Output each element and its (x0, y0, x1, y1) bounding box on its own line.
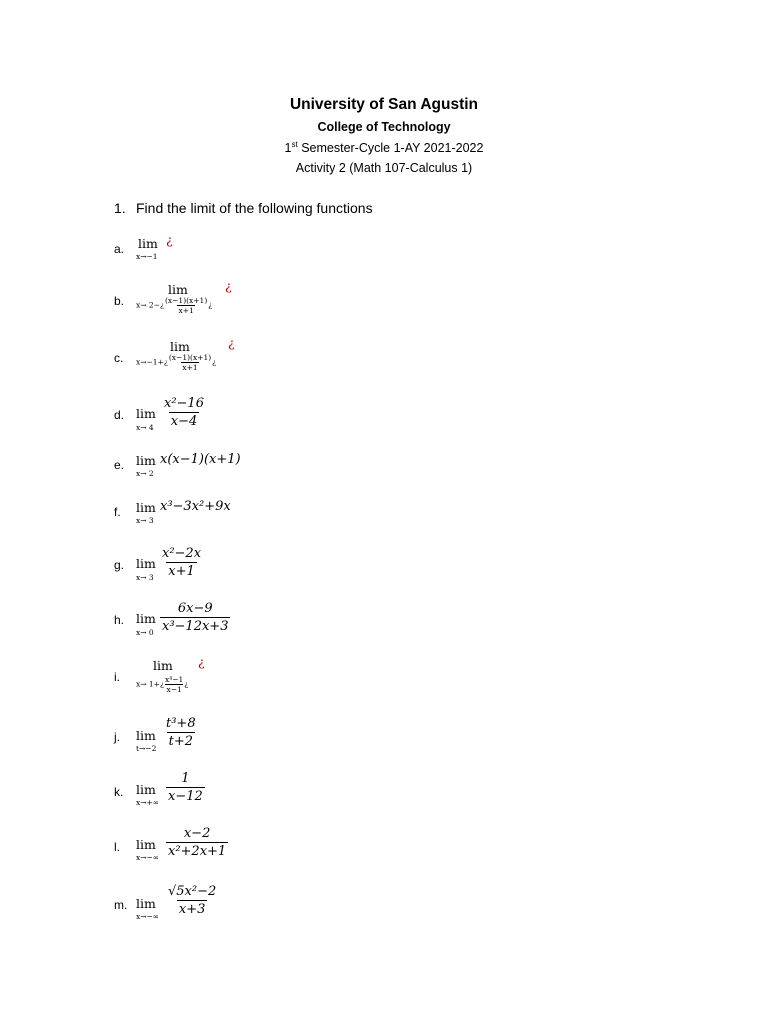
denominator: x³−12x+3 (162, 619, 229, 634)
lim-operator: lim (136, 500, 156, 515)
subscript-fraction (168, 353, 212, 372)
problem-label: m. (114, 898, 128, 912)
subscript-suffix: ¿ (208, 300, 213, 310)
lim-operator: lim (136, 896, 156, 911)
denominator: x−4 (170, 414, 198, 429)
lim-operator: lim (136, 611, 156, 626)
university-title: University of San Agustin (289, 96, 479, 113)
problem-label: e. (114, 458, 125, 472)
numerator: 1 (181, 771, 190, 786)
limit-subscript: x→−1 (136, 252, 158, 261)
problem-label: k. (114, 785, 124, 799)
numerator: √5x²−2 (168, 884, 217, 899)
problem-label: c. (114, 351, 124, 365)
instruction-number: 1. (114, 200, 126, 216)
semester-ordinal-suffix: st (291, 140, 298, 149)
semester-line (0, 140, 768, 155)
problem-label: b. (114, 294, 125, 308)
limit-subscript: x→−∞ (136, 912, 160, 921)
denominator: x+3 (178, 902, 206, 917)
expression: x³−3x²+9x (160, 499, 231, 514)
problem-label: g. (114, 558, 125, 572)
problem-label: j. (114, 730, 120, 744)
subscript-denominator: x+1 (178, 306, 194, 315)
limit-subscript: x→ 2 (136, 469, 154, 478)
fraction (166, 771, 205, 804)
subscript-numerator: (x−1)(x+1) (168, 353, 212, 362)
limit-subscript: x→−∞ (136, 853, 160, 862)
limit-subscript: x→ 0 (136, 628, 154, 637)
numerator: x²−16 (164, 396, 204, 411)
limit-subscript (136, 296, 212, 315)
lim-operator: lim (136, 782, 156, 797)
subscript-fraction (164, 675, 184, 694)
lim-operator: lim (138, 236, 158, 251)
subscript-prefix: x→ 1+¿ (136, 679, 164, 689)
denominator: x+1 (168, 564, 195, 579)
problem-label: i. (114, 670, 120, 684)
limit-subscript (136, 675, 188, 694)
subscript-fraction (164, 296, 208, 315)
denominator: t+2 (168, 734, 193, 749)
problem-label: a. (114, 242, 125, 256)
fraction (160, 546, 203, 579)
expression: x(x−1)(x+1) (160, 452, 241, 467)
numerator: x²−2x (162, 546, 202, 561)
subscript-suffix: ¿ (212, 357, 217, 367)
lim-operator: lim (168, 282, 188, 297)
limit-subscript: x→+∞ (136, 798, 160, 807)
limit-subscript: x→ 3 (136, 516, 154, 525)
fraction (164, 716, 198, 749)
problem-label: h. (114, 613, 125, 627)
subscript-numerator: (x−1)(x+1) (164, 296, 208, 305)
fraction (166, 826, 228, 859)
fraction (166, 884, 218, 917)
fraction (160, 601, 230, 634)
lim-operator: lim (153, 658, 173, 673)
limit-subscript (136, 353, 216, 372)
subscript-suffix: ¿ (184, 679, 189, 689)
broken-glyph: ¿ (198, 654, 205, 669)
limit-subscript: x→ 3 (136, 573, 154, 582)
activity-title: Activity 2 (Math 107-Calculus 1) (295, 161, 473, 175)
broken-glyph: ¿ (166, 232, 173, 247)
denominator: x−12 (168, 789, 203, 804)
instruction (114, 200, 373, 216)
problem-label: l. (114, 840, 120, 854)
instruction-text: Find the limit of the following functions (136, 200, 373, 216)
subscript-numerator: x⁴−1 (164, 675, 184, 684)
denominator: x²+2x+1 (168, 844, 227, 859)
numerator: 6x−9 (177, 601, 213, 616)
lim-operator: lim (136, 406, 156, 421)
numerator: t³+8 (166, 716, 196, 731)
lim-operator: lim (136, 837, 156, 852)
lim-operator: lim (170, 339, 190, 354)
subscript-denominator: x+1 (182, 363, 198, 372)
broken-glyph: ¿ (228, 335, 235, 350)
broken-glyph: ¿ (225, 278, 232, 293)
fraction (162, 396, 206, 429)
semester-number: 1 (284, 141, 292, 156)
subscript-prefix: x→−1+¿ (136, 357, 168, 367)
limit-subscript: t→−2 (136, 744, 157, 753)
limit-subscript: x→ 4 (136, 423, 154, 432)
subscript-denominator: x−1 (166, 685, 182, 694)
problem-label: d. (114, 408, 125, 422)
college-title: College of Technology (317, 120, 451, 134)
subscript-prefix: x→ 2−¿ (136, 300, 164, 310)
lim-operator: lim (136, 453, 156, 468)
problem-label: f. (114, 505, 121, 519)
numerator: x−2 (183, 826, 211, 841)
lim-operator: lim (136, 556, 156, 571)
semester-text: Semester-Cycle 1-AY 2021-2022 (297, 141, 484, 156)
lim-operator: lim (136, 728, 156, 743)
